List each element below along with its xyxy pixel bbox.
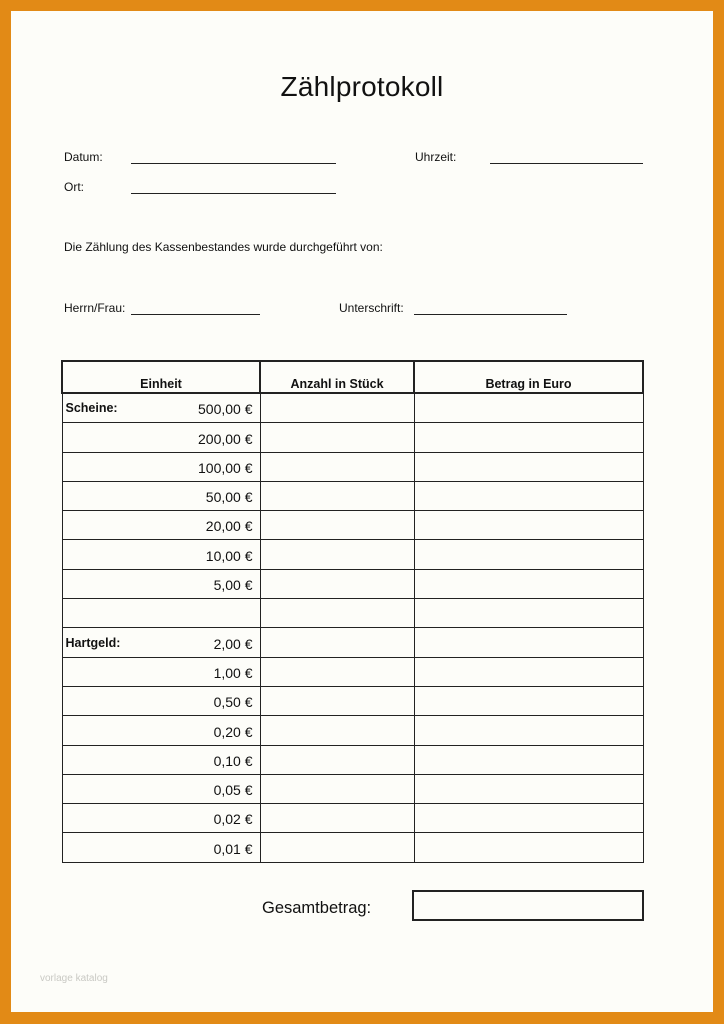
amount-input-cell[interactable] (414, 716, 643, 745)
amount-input-cell[interactable] (414, 423, 643, 452)
denomination-value: 2,00 € (213, 635, 253, 652)
amount-input-cell[interactable] (414, 540, 643, 569)
uhrzeit-field-line[interactable] (490, 163, 643, 164)
amount-input-cell[interactable] (414, 393, 643, 423)
amount-input-cell[interactable] (414, 686, 643, 715)
unit-cell (62, 599, 260, 628)
statement-text: Die Zählung des Kassenbestandes wurde durchgeführt von: (64, 240, 383, 254)
denomination-value: 500,00 € (198, 401, 253, 418)
table-row (62, 804, 643, 833)
table-row (62, 599, 643, 628)
unit-cell (62, 686, 260, 715)
unterschrift-field-line[interactable] (414, 314, 567, 315)
table-row (62, 452, 643, 481)
table-row (62, 481, 643, 510)
table-row (62, 423, 643, 452)
denomination-value: 0,20 € (213, 723, 253, 740)
page-title: Zählprotokoll (280, 71, 444, 102)
group-label: Hartgeld: (65, 635, 121, 650)
herrn-frau-field-line[interactable] (131, 314, 260, 315)
header-einheit: Einheit (62, 361, 260, 393)
unit-cell (62, 481, 260, 510)
unit-cell (62, 804, 260, 833)
amount-input-cell[interactable] (414, 511, 643, 540)
amount-input-cell[interactable] (414, 569, 643, 598)
datum-label: Datum: (64, 150, 103, 164)
header-anzahl: Anzahl in Stück (260, 361, 414, 393)
table-row (62, 628, 643, 657)
count-input-cell[interactable] (260, 628, 414, 657)
denomination-value: 0,50 € (213, 694, 253, 711)
count-input-cell[interactable] (260, 540, 414, 569)
table-row (62, 686, 643, 715)
amount-input-cell[interactable] (414, 745, 643, 774)
total-label: Gesamtbetrag: (262, 899, 372, 917)
count-input-cell[interactable] (260, 393, 414, 423)
watermark: vorlage katalog (40, 973, 108, 984)
table-row (62, 511, 643, 540)
amount-input-cell[interactable] (414, 804, 643, 833)
unit-cell (62, 774, 260, 803)
denomination-value: 0,01 € (213, 840, 253, 857)
denomination-value: 0,05 € (213, 782, 253, 799)
amount-input-cell[interactable] (414, 481, 643, 510)
unit-cell (62, 569, 260, 598)
denomination-value: 0,02 € (213, 811, 253, 828)
unit-cell (62, 423, 260, 452)
denomination-value: 20,00 € (205, 518, 253, 535)
header-betrag: Betrag in Euro (414, 361, 643, 393)
unit-cell (62, 833, 260, 862)
count-input-cell[interactable] (260, 686, 414, 715)
amount-input-cell[interactable] (414, 599, 643, 628)
count-input-cell[interactable] (260, 657, 414, 686)
count-input-cell[interactable] (260, 774, 414, 803)
unit-cell (62, 745, 260, 774)
table-row (62, 540, 643, 569)
count-table (61, 360, 644, 863)
denomination-value: 200,00 € (198, 430, 253, 447)
uhrzeit-label: Uhrzeit: (415, 150, 457, 164)
table-row (62, 774, 643, 803)
count-input-cell[interactable] (260, 423, 414, 452)
document-page (11, 11, 713, 1012)
amount-input-cell[interactable] (414, 657, 643, 686)
unit-cell (62, 452, 260, 481)
herrn-frau-label: Herrn/Frau: (64, 301, 126, 315)
ort-label: Ort: (64, 180, 84, 194)
unit-cell (62, 393, 260, 423)
amount-input-cell[interactable] (414, 452, 643, 481)
count-input-cell[interactable] (260, 511, 414, 540)
count-input-cell[interactable] (260, 716, 414, 745)
denomination-value: 5,00 € (213, 577, 253, 594)
unterschrift-label: Unterschrift: (339, 301, 404, 315)
unit-cell (62, 657, 260, 686)
unit-cell (62, 540, 260, 569)
amount-input-cell[interactable] (414, 774, 643, 803)
table-row (62, 745, 643, 774)
total-amount-field[interactable] (412, 890, 644, 921)
ort-field-line[interactable] (131, 193, 336, 194)
table-row (62, 393, 643, 423)
unit-cell (62, 511, 260, 540)
count-input-cell[interactable] (260, 804, 414, 833)
count-input-cell[interactable] (260, 833, 414, 862)
count-input-cell[interactable] (260, 481, 414, 510)
table-row (62, 657, 643, 686)
table-row (62, 716, 643, 745)
count-input-cell[interactable] (260, 569, 414, 598)
unit-cell (62, 628, 260, 657)
denomination-value: 1,00 € (213, 664, 253, 681)
denomination-value: 10,00 € (205, 547, 253, 564)
amount-input-cell[interactable] (414, 628, 643, 657)
unit-cell (62, 716, 260, 745)
count-input-cell[interactable] (260, 452, 414, 481)
table-row (62, 569, 643, 598)
count-input-cell[interactable] (260, 745, 414, 774)
amount-input-cell[interactable] (414, 833, 643, 862)
denomination-value: 50,00 € (205, 489, 253, 506)
denomination-value: 100,00 € (198, 459, 253, 476)
table-header-row (62, 361, 643, 393)
count-input-cell[interactable] (260, 599, 414, 628)
datum-field-line[interactable] (131, 163, 336, 164)
table-row (62, 833, 643, 862)
denomination-value: 0,10 € (213, 752, 253, 769)
group-label: Scheine: (65, 401, 118, 416)
